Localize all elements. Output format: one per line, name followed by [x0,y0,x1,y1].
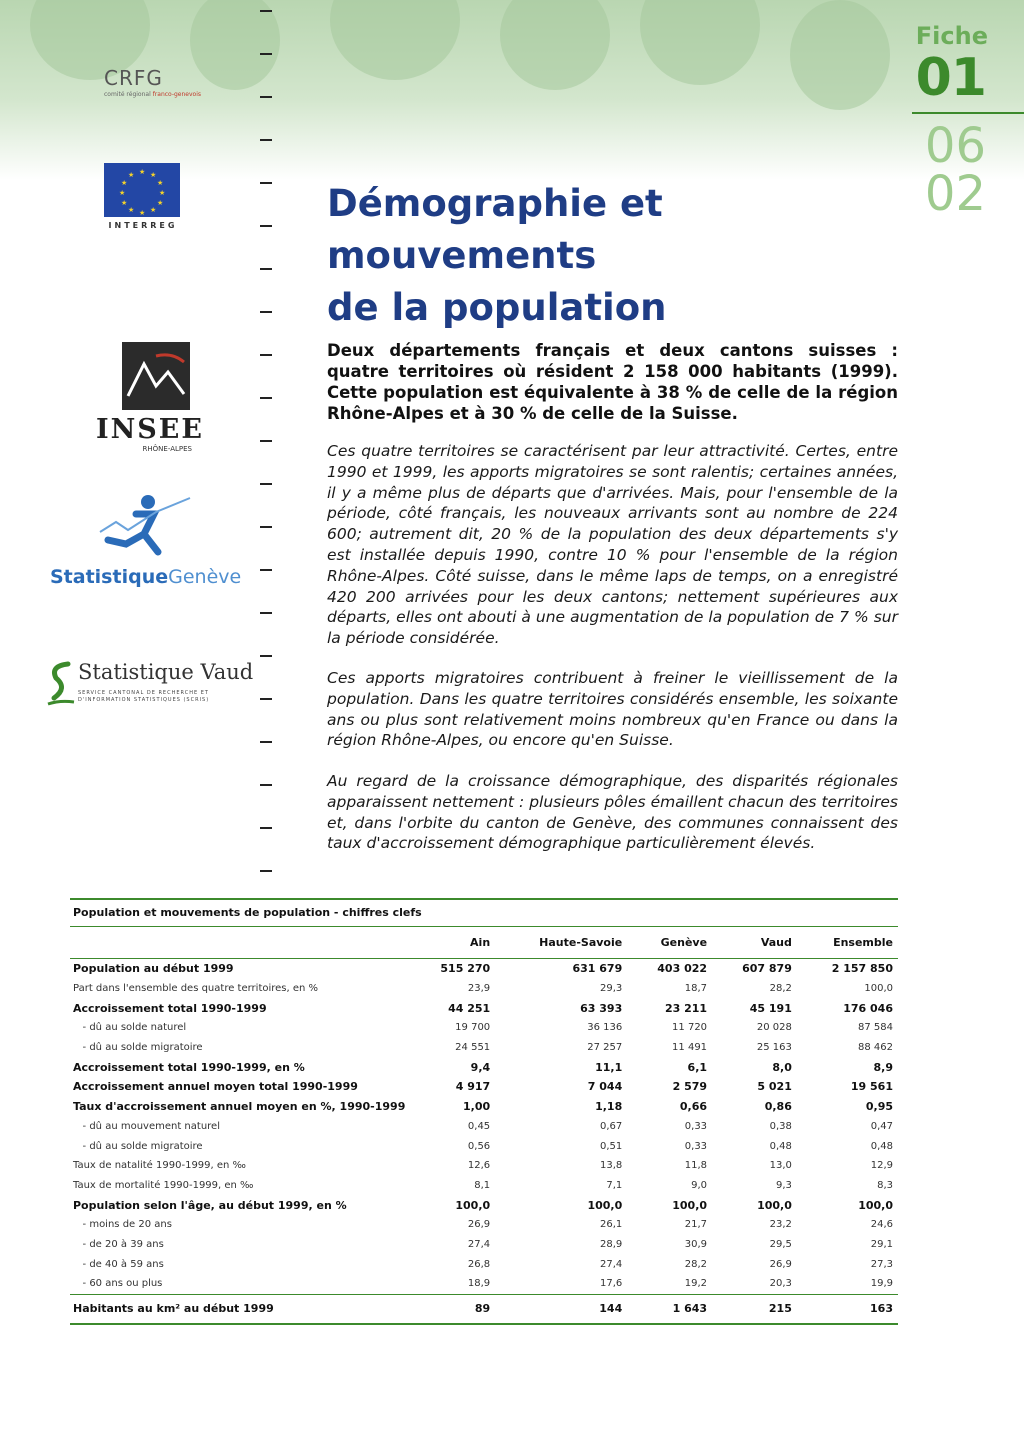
table-header-cell: Vaud [760,936,792,949]
insee-logo [96,342,204,453]
table-cell: 23 211 [664,1001,708,1015]
table-cell: 8,1 [474,1179,491,1191]
table-cell: 0,48 [769,1140,792,1152]
table-cell: 87 584 [858,1022,893,1034]
table-cell: 26,8 [467,1258,491,1270]
table-cell: 11,1 [595,1060,623,1074]
table-row-label: - dû au solde naturel [73,1022,187,1034]
statistique-vaud-logo [46,660,254,712]
statistique-geneve-text: StatistiqueGenève [50,566,242,588]
table-row-label: Habitants au km² au début 1999 [70,1294,410,1324]
table-row [70,1038,898,1058]
table-cell: 9,4 [470,1060,491,1074]
table-cell: 4 917 [455,1080,491,1094]
interreg-logo [104,163,182,230]
table-row [70,1156,898,1176]
table-cell: 9,3 [775,1179,792,1191]
table-cell: 176 046 [843,1001,893,1015]
table-cell: 19,9 [870,1278,893,1290]
page-title [327,178,907,334]
page-title-line1: Démographie et mouvements [327,182,663,277]
table-cell: 11 720 [672,1022,708,1034]
banner-photo-shape [640,0,760,85]
page-title-line2: de la population [327,286,667,329]
table-body [70,959,898,1324]
table-cell: 7 044 [587,1080,623,1094]
banner-photo-shape [790,0,890,110]
table-cell: 18,7 [684,983,708,995]
table-row [70,1254,898,1274]
table-cell: 25 163 [756,1042,792,1054]
table-header-row [70,927,898,959]
table-cell: 0,86 [764,1100,792,1114]
table-cell: 20,3 [769,1278,792,1290]
table-cell: 12,6 [467,1160,491,1172]
table-cell: 26,1 [599,1219,623,1231]
table-cell: 100,0 [757,1198,792,1212]
table-cell: 44 251 [448,1001,491,1015]
table-cell: 17,6 [599,1278,623,1290]
table-cell: 21,7 [684,1219,708,1231]
table-cell: 13,0 [769,1160,792,1172]
table-row [70,1018,898,1038]
table-cell: 27,3 [870,1258,893,1270]
table-row [70,1057,898,1077]
table-cell: 8,0 [772,1060,792,1074]
table-cell: 28,2 [769,983,792,995]
table-cell: 23,2 [769,1219,792,1231]
table-row [70,1215,898,1235]
fiche-month: 06 [924,118,986,174]
table-cell: 0,45 [467,1120,491,1132]
table-cell: 13,8 [599,1160,623,1172]
table-cell: 0,33 [684,1140,708,1152]
table-row-label: Accroissement annuel moyen total 1990-1999 [73,1080,358,1094]
table-cell: 28,9 [599,1238,623,1250]
table-row-label: Taux d'accroissement annuel moyen en %, 1990-1999 [73,1100,406,1114]
table-cell: 100,0 [858,1198,893,1212]
key-figures-table [70,898,898,1325]
insee-logo-text: INSEE [96,414,204,445]
table-row [70,979,898,999]
table-cell: 18,9 [467,1278,491,1290]
fiche-label: Fiche [915,22,988,50]
table-cell: 89 [410,1294,495,1324]
banner-photo-shape [500,0,610,90]
table-cell: 19,2 [684,1278,708,1290]
statistique-vaud-text: Statistique Vaud [78,660,254,684]
table-cell: 29,1 [870,1238,893,1250]
table-row-label: Taux de natalité 1990-1999, en ‰ [73,1160,246,1172]
table-cell: 45 191 [749,1001,792,1015]
table-header-cell [70,927,410,959]
table-cell: 631 679 [572,962,623,976]
runner-icon [96,492,235,564]
table-header-cell: Haute-Savoie [539,936,623,949]
banner-photo-shape [330,0,460,80]
crfg-logo-subtitle: comité régional franco-genevois [104,91,202,98]
table-cell: 24 551 [455,1042,491,1054]
table-row-label: - de 20 à 39 ans [73,1238,164,1250]
table-row-label: Accroissement total 1990-1999 [73,1001,267,1015]
table-cell: 515 270 [440,962,491,976]
table-cell: 28,2 [684,1258,708,1270]
table-cell: 1,00 [463,1100,491,1114]
table-cell: 1,18 [595,1100,623,1114]
table-row-label: Population selon l'âge, au début 1999, en % [73,1198,347,1212]
table-cell: 29,5 [769,1238,792,1250]
table-cell: 36 136 [587,1022,623,1034]
fiche-number: 01 [915,48,986,108]
table-cell: 88 462 [858,1042,893,1054]
table-row [70,1097,898,1117]
table-row-label: Accroissement total 1990-1999, en % [73,1060,305,1074]
table-cell: 29,3 [599,983,623,995]
interreg-caption: INTERREG [108,221,178,230]
table-cell: 403 022 [657,962,708,976]
table-row-label: - dû au solde migratoire [73,1140,203,1152]
lead-paragraph: Deux départements français et deux cantons suisses : quatre territoires où résident 2 158 000 habitants (1999). Cette population est équivalente à 38 % de celle de la région Rhône-Alpes et à 30 % de celle de la Suisse. [327,341,898,423]
table-row [70,1195,898,1215]
body-paragraph-1: Ces quatre territoires se caractérisent par leur attractivité. Certes, entre 1990 et 1999, les apports migratoires se sont ralentis; certaines années, il y a même plus de départs que d'arrivées. Mais, pour l'ensemble de la période, côté français, les nouveaux arrivants sont au nombre de 224 600; autrement dit, 20 % de la population des deux départements s'y est installée depuis 1990, contre 10 % pour l'ensemble de la région Rhône-Alpes. Côté suisse, dans le même laps de temps, on a enregistré 420 200 arrivées pour les deux cantons; nettement supérieures aux départs, elles ont abouti à une augmentation de la population de 7 % sur la période considérée. [327,442,898,648]
table-cell: 27,4 [467,1238,491,1250]
table-row-label: Population au début 1999 [73,962,234,976]
table-row-label: Taux de mortalité 1990-1999, en ‰ [73,1179,254,1191]
table-cell: 100,0 [455,1198,491,1212]
table-row-label: - de 40 à 59 ans [73,1258,164,1270]
table-cell: 9,0 [691,1179,708,1191]
table-cell: 8,3 [877,1179,893,1191]
table-cell: 0,66 [679,1100,708,1114]
table-cell: 100,0 [672,1198,708,1212]
table-cell: 11 491 [672,1042,708,1054]
table-cell: 11,8 [684,1160,708,1172]
table-header-cell: Genève [660,936,708,949]
table-cell: 26,9 [467,1219,491,1231]
table-row-label: - dû au mouvement naturel [73,1120,220,1132]
table-cell: 26,9 [769,1258,792,1270]
table-row [70,998,898,1018]
table-row [70,1136,898,1156]
table-row [70,1176,898,1196]
table-cell: 24,6 [870,1219,893,1231]
crfg-logo [104,66,201,98]
insee-logo-subtitle: RHÔNE-ALPES [142,445,192,453]
table-row [70,1274,898,1294]
table-caption: Population et mouvements de population - chiffres clefs [73,906,422,919]
statistique-vaud-subtitle: SERVICE CANTONAL DE RECHERCHE ET D'INFORMATION STATISTIQUES (SCRIS) [78,690,210,703]
table-cell: 100,0 [864,983,893,995]
table-cell: 0,67 [599,1120,623,1132]
table-cell: 19 561 [850,1080,893,1094]
table-cell: 0,56 [467,1140,491,1152]
table-row-label: - moins de 20 ans [73,1219,172,1231]
table-cell: 607 879 [742,962,792,976]
table-cell: 0,47 [870,1120,893,1132]
table-cell: 63 393 [580,1001,623,1015]
table-cell: 23,9 [467,983,491,995]
table-cell: 100,0 [587,1198,623,1212]
table-cell: 0,38 [769,1120,792,1132]
table-cell: 215 [712,1294,797,1324]
body-paragraph-2: Ces apports migratoires contribuent à freiner le vieillissement de la population. Dans les quatre territoires considérés ensemble, les soixante ans ou plus sont relativement moins nombreux qu'en France ou dans la région Rhône-Alpes, ou encore qu'en Suisse. [327,669,898,750]
table-cell: 2 157 850 [831,962,893,976]
table-cell: 30,9 [684,1238,708,1250]
table-cell: 27,4 [599,1258,623,1270]
table-cell: 1 643 [627,1294,712,1324]
table-cell: 0,33 [684,1120,708,1132]
table-cell: 0,95 [865,1100,893,1114]
table-cell: 2 579 [672,1080,708,1094]
table-row [70,1077,898,1097]
table-cell: 0,51 [599,1140,623,1152]
table-header-cell: Ensemble [833,936,893,949]
fiche-divider [912,112,1024,114]
table-row [70,1117,898,1137]
table-cell: 8,9 [873,1060,893,1074]
crfg-logo-text: CRFG [104,66,163,90]
table-cell: 144 [495,1294,627,1324]
table-cell: 12,9 [870,1160,893,1172]
table-row-label: Part dans l'ensemble des quatre territoires, en % [73,983,319,995]
table-row-label: - 60 ans ou plus [73,1278,163,1290]
banner-photo-shape [190,0,280,90]
table-cell: 19 700 [455,1022,491,1034]
table-cell: 0,48 [870,1140,893,1152]
statistique-geneve-logo [50,492,242,588]
body-paragraph-3: Au regard de la croissance démographique, des disparités régionales apparaissent nettement : plusieurs pôles émaillent chacun des territoires et, dans l'orbite du canton de Genève, des communes connaissent des taux d'accroissement démographique particulièrement élevés. [327,772,898,853]
table-cell: 6,1 [687,1060,708,1074]
table-header-cell: Ain [470,936,491,949]
eu-flag-icon: ★ ★ ★ ★ ★ ★ ★ ★ ★ ★ ★ ★ [104,163,180,217]
table-row [70,959,898,979]
table-row [70,1294,898,1324]
table-cell: 7,1 [606,1179,623,1191]
table-row-label: - dû au solde migratoire [73,1042,203,1054]
table-cell: 163 [797,1294,898,1324]
table-cell: 27 257 [587,1042,623,1054]
insee-emblem-icon [122,342,190,410]
table-row [70,1235,898,1255]
table-cell: 20 028 [756,1022,792,1034]
table-cell: 5 021 [757,1080,792,1094]
fiche-year: 02 [924,166,986,222]
